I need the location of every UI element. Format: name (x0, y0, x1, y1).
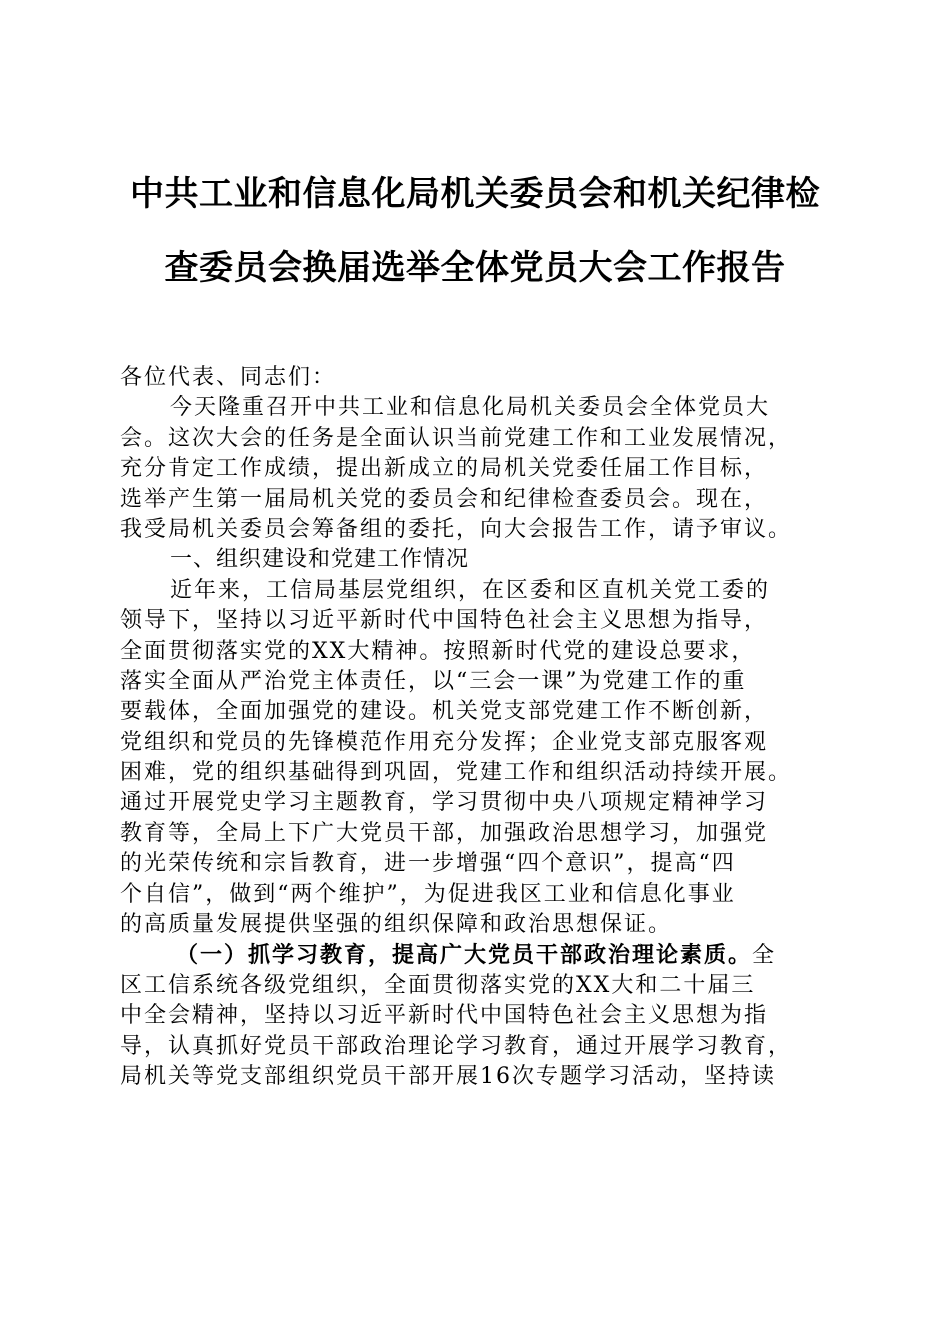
paragraph-line: 个自信”，做到“两个维护”，为促进我区工业和信息化事业 (120, 881, 736, 907)
paragraph-line: 局机关等党支部组织党员干部开展16次专题学习活动，坚持读 (120, 1063, 776, 1089)
salutation: 各位代表、同志们： (120, 365, 337, 390)
paragraph-line: 区工信系统各级党组织，全面贯彻落实党的XX大和二十届三 (120, 972, 756, 998)
paragraph-line: 落实全面从严治党主体责任，以“三会一课”为党建工作的重 (120, 668, 747, 694)
subsection-first-line (120, 940, 832, 970)
paragraph-line: 会。这次大会的任务是全面认识当前党建工作和工业发展情况， (120, 425, 793, 451)
paragraph-line: 全面贯彻落实党的XX大精神。按照新时代党的建设总要求， (120, 638, 756, 664)
paragraph-line: 通过开展党史学习主题教育，学习贯彻中央八项规定精神学习 (120, 790, 769, 816)
document-title-line-2: 查委员会换届选举全体党员大会工作报告 (164, 248, 786, 288)
paragraph-line: 的高质量发展提供坚强的组织保障和政治思想保证。 (120, 912, 673, 938)
paragraph-line: 选举产生第一届局机关党的委员会和纪律检查委员会。现在， (120, 486, 769, 512)
paragraph-line: 党组织和党员的先锋模范作用充分发挥；企业党支部克服客观 (120, 729, 769, 755)
section-heading: 一、组织建设和党建工作情况 (170, 547, 470, 573)
paragraph-line: 领导下，坚持以习近平新时代中国特色社会主义思想为指导， (120, 608, 769, 634)
document-body (120, 363, 832, 1092)
paragraph-line: 近年来，工信局基层党组织，在区委和区直机关党工委的 (170, 577, 771, 603)
paragraph-line: 充分肯定工作成绩，提出新成立的局机关党委任届工作目标， (120, 456, 769, 482)
paragraph-line: 中全会精神，坚持以习近平新时代中国特色社会主义思想为指 (120, 1003, 769, 1029)
paragraph-line: 的光荣传统和宗旨教育，进一步增强“四个意识”，提高“四 (120, 851, 736, 877)
paragraph-line: 今天隆重召开中共工业和信息化局机关委员会全体党员大 (170, 395, 771, 421)
paragraph-line: 教育等，全局上下广大党员干部，加强政治思想学习，加强党 (120, 820, 769, 846)
paragraph-line: 我受局机关委员会筹备组的委托，向大会报告工作，请予审议。 (120, 516, 793, 542)
paragraph-line: 导，认真抓好党员干部政治理论学习教育，通过开展学习教育， (120, 1033, 793, 1059)
document-title-line-1: 中共工业和信息化局机关委员会和机关纪律检 (130, 174, 820, 214)
subsection-first-line-rest: 全 (752, 943, 777, 969)
paragraph-line: 要载体，全面加强党的建设。机关党支部党建工作不断创新， (120, 699, 769, 725)
paragraph-line: 困难，党的组织基础得到巩固，党建工作和组织活动持续开展。 (120, 760, 793, 786)
subsection-title: （一）抓学习教育，提高广大党员干部政治理论素质。 (176, 942, 753, 969)
